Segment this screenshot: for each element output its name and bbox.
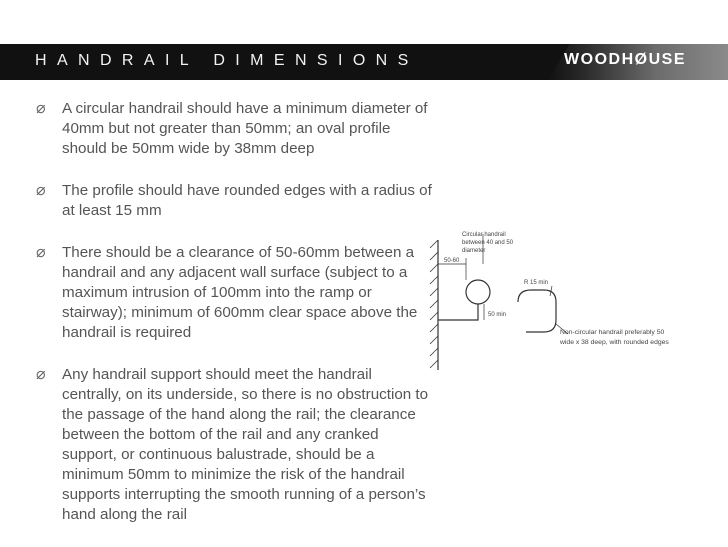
- circle-slash-icon: ⌀: [36, 100, 46, 117]
- bullet-text: There should be a clearance of 50-60mm between a handrail and any adjacent wall surface (subject to a maximum intrusion of 100mm into the ramp or stairway); minimum of 600mm clear space above the handrail is required: [62, 244, 418, 341]
- handrail-bracket: [438, 304, 478, 320]
- min-label: 50 min: [488, 312, 507, 318]
- header-bar: [0, 44, 728, 80]
- bullet-item: [36, 99, 436, 159]
- slide-title: HANDRAIL DIMENSIONS: [35, 52, 419, 69]
- bullet-text: A circular handrail should have a minimum diameter of 40mm but not greater than 50mm; an oval profile should be 50mm wide by 38mm deep: [62, 100, 428, 157]
- clearance-label: 50-60: [444, 258, 460, 264]
- circle-slash-icon: ⌀: [36, 182, 46, 199]
- oval-handrail: [518, 290, 556, 332]
- circle-slash-icon: ⌀: [36, 366, 46, 383]
- oval-label-1: Non-circular handrail preferably 50: [560, 329, 665, 336]
- circular-label-1: Circular handrail: [462, 232, 506, 238]
- bullet-text: The profile should have rounded edges with a radius of at least 15 mm: [62, 182, 432, 219]
- bullet-item: [36, 243, 436, 343]
- bullet-text: Any handrail support should meet the handrail centrally, on its underside, so there is no obstruction to the passage of the hand along the rail; the clearance between the bottom of the rail and any cranked support, or continuous balustrade, should be a minimum 50mm to minimize the risk of the handrail supports interrupting the smooth running of a person’s hand along the rail: [62, 366, 429, 523]
- circular-label-3: diameter: [462, 248, 486, 254]
- circular-handrail: [466, 280, 490, 304]
- brand-logo: WOODHØUSE: [564, 51, 686, 68]
- radius-label: R 15 min: [524, 280, 549, 286]
- circular-label-2: between 40 and 50: [462, 240, 514, 246]
- bullet-list: [36, 99, 436, 547]
- oval-label-2: wide x 38 deep, with rounded edges: [560, 339, 669, 346]
- bullet-item: [36, 181, 436, 221]
- bullet-item: [36, 365, 436, 525]
- circle-slash-icon: ⌀: [36, 244, 46, 261]
- handrail-diagram: [426, 220, 726, 380]
- wall-hatch: [430, 240, 438, 368]
